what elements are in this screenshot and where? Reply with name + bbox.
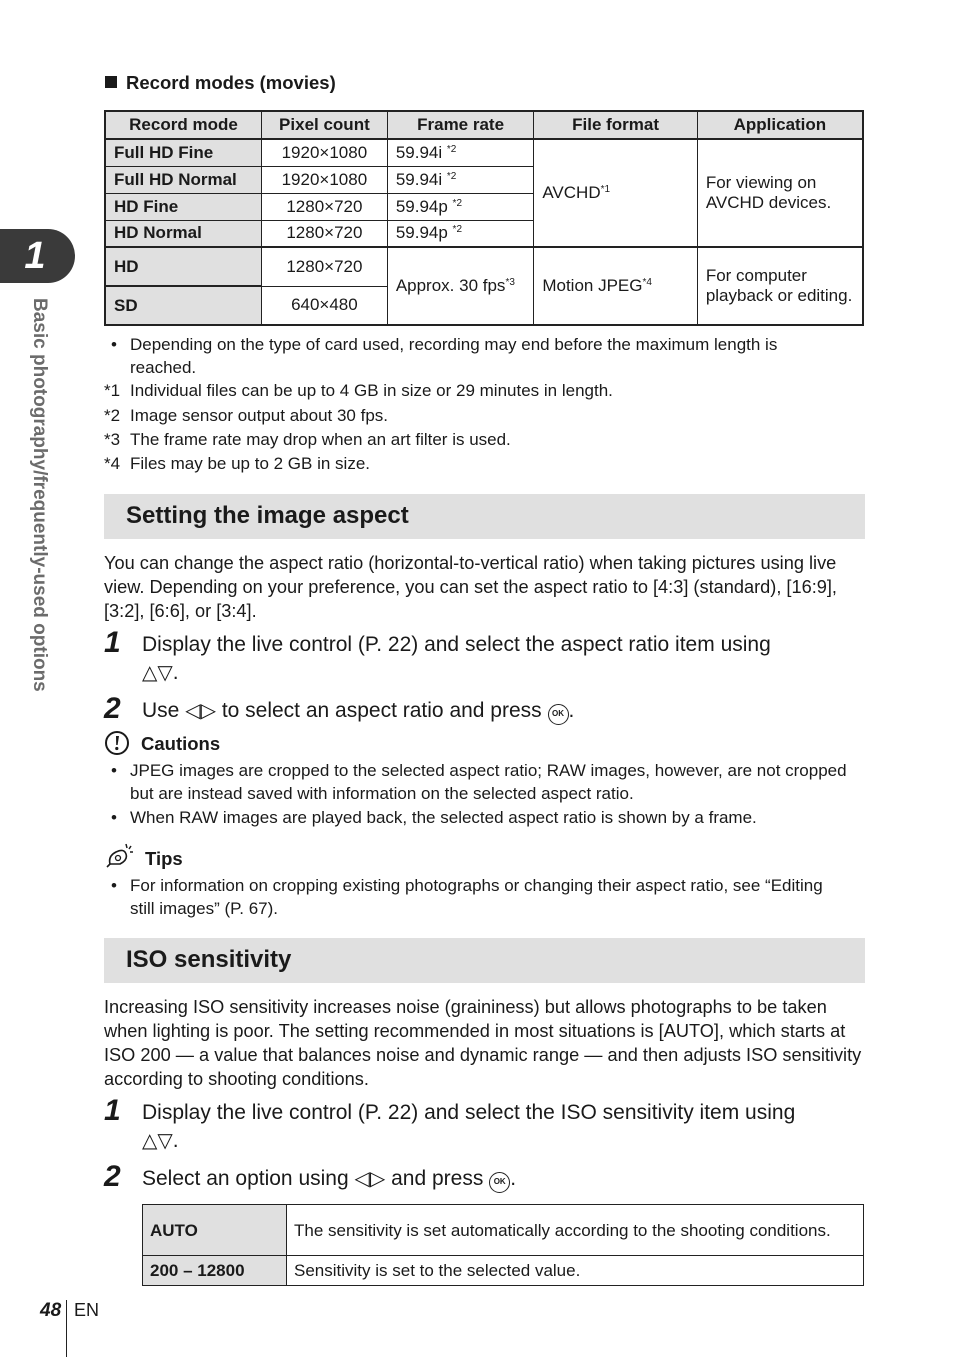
section-banner-aspect <box>104 494 865 539</box>
column-header: Application <box>697 111 863 139</box>
iso-step-2 <box>104 1160 864 1193</box>
record-modes-table <box>104 110 864 326</box>
option-key-cell: AUTO <box>143 1205 287 1256</box>
frame-rate-cell <box>387 166 534 193</box>
footnote <box>104 452 370 475</box>
list-item: • Depending on the type of card used, recording may end before the maximum length is reached. <box>104 333 844 379</box>
chapter-title: Basic photography/frequently-used options <box>29 298 50 692</box>
option-key-cell: 200 – 12800 <box>143 1256 287 1286</box>
table-row <box>143 1256 864 1286</box>
pixel-count-cell: 1920×1080 <box>261 166 387 193</box>
ok-button-icon: OK <box>489 1172 510 1193</box>
caution-text: JPEG images are cropped to the selected aspect ratio; RAW images, however, are not cropped but are instead saved with information on the selected aspect ratio. <box>130 761 847 803</box>
frame-rate-cell <box>387 247 534 325</box>
up-down-arrows-icon: △▽ <box>142 1130 173 1152</box>
iso-intro: Increasing ISO sensitivity increases noise (graininess) but allows photographs to be taken when lighting is poor. The setting recommended in most situations is [AUTO], which starts at ISO 200 — a value that balances noise and dynamic range — and then adjusts ISO sensitivity according to shooting conditions. <box>104 997 862 1089</box>
frame-rate-value: 59.94p <box>395 196 448 216</box>
pixel-count-cell: 1280×720 <box>261 193 387 220</box>
left-right-arrows-icon: ◁▷ <box>354 1168 386 1190</box>
iso-options-table <box>142 1204 864 1286</box>
file-format-value: Motion JPEG <box>542 276 643 295</box>
period: . <box>568 699 575 722</box>
frame-rate-value: 59.94i <box>395 169 443 189</box>
caution-text: When RAW images are played back, the selected aspect ratio is shown by a frame. <box>130 808 757 827</box>
page-language: EN <box>74 1300 100 1320</box>
pixel-count-cell: 1280×720 <box>261 247 387 286</box>
footnote-mark: *4 <box>104 454 121 473</box>
file-format-cell <box>534 139 697 247</box>
step-text: to select an aspect ratio and press <box>221 699 542 722</box>
footnote-ref: *2 <box>452 197 462 209</box>
square-bullet-icon <box>105 76 117 88</box>
table-row <box>105 247 863 286</box>
list-item: • When RAW images are played back, the selected aspect ratio is shown by a frame. <box>104 806 844 829</box>
footnote-text: Image sensor output about 30 fps. <box>130 406 389 425</box>
caution-icon <box>104 730 130 756</box>
footnote <box>104 404 388 427</box>
record-mode-cell: Full HD Normal <box>105 166 261 193</box>
footer-divider <box>66 1300 67 1357</box>
table-header-row <box>105 111 863 139</box>
footnote-ref: *2 <box>452 224 462 236</box>
list-item: • JPEG images are cropped to the selected aspect ratio; RAW images, however, are not cropped but are instead saved with information on the selected aspect ratio. <box>104 759 849 805</box>
step-text: Display the live control (P. 22) and select the aspect ratio item using <box>142 633 771 656</box>
footnote-mark: *2 <box>104 406 121 425</box>
footnote-ref: *4 <box>642 277 652 288</box>
tip-text: For information on cropping existing photographs or changing their aspect ratio, see “Editing still images” (P. 67). <box>130 876 823 918</box>
footnote <box>104 379 613 402</box>
record-mode-cell: HD Fine <box>105 193 261 220</box>
iso-step-1 <box>104 1094 864 1155</box>
tips-heading: Tips <box>145 848 183 869</box>
aspect-step-1 <box>104 626 864 687</box>
ok-button-icon: OK <box>548 704 569 725</box>
footnote-text: The frame rate may drop when an art filter is used. <box>130 430 511 449</box>
step-number: 2 <box>104 1160 121 1193</box>
left-right-arrows-icon: ◁▷ <box>185 700 216 722</box>
record-mode-cell: SD <box>105 286 261 325</box>
period: . <box>172 661 179 684</box>
pixel-count-cell: 1920×1080 <box>261 139 387 166</box>
footnote-ref: *1 <box>600 184 611 195</box>
column-header: Frame rate <box>387 111 534 139</box>
aspect-intro: You can change the aspect ratio (horizontal-to-vertical ratio) when taking pictures using live view. Depending on your preference, you can set the aspect ratio to [4:3] (standard), [16:9], [3:2], [6:6], or [3:4]. <box>104 553 837 621</box>
footnote-mark: *3 <box>104 430 121 449</box>
frame-rate-cell <box>387 193 534 220</box>
record-modes-heading <box>105 72 336 94</box>
tips-icon <box>104 840 138 870</box>
step-number: 2 <box>104 692 121 725</box>
page-number: 48 <box>40 1300 62 1321</box>
option-desc-cell: The sensitivity is set automatically according to the shooting conditions. <box>287 1205 864 1256</box>
list-item: • For information on cropping existing photographs or changing their aspect ratio, see “Editing still images” (P. 67). <box>111 876 823 918</box>
frame-rate-value: Approx. 30 fps <box>395 276 506 295</box>
record-modes-heading-text: Record modes (movies) <box>126 72 336 93</box>
footnote-text: Files may be up to 2 GB in size. <box>130 454 370 473</box>
step-text: Select an option using <box>142 1167 349 1190</box>
frame-rate-cell <box>387 139 534 166</box>
footnote-mark: *1 <box>104 381 121 400</box>
step-text: Use <box>142 699 180 722</box>
section-banner-iso <box>104 938 865 983</box>
file-format-cell <box>534 247 697 325</box>
period: . <box>510 1167 517 1190</box>
up-down-arrows-icon: △▽ <box>142 662 173 684</box>
application-cell: For computer playback or editing. <box>697 247 863 325</box>
footnote <box>104 428 511 451</box>
step-number: 1 <box>104 1094 121 1127</box>
frame-rate-value: 59.94p <box>395 223 448 243</box>
option-desc-cell: Sensitivity is set to the selected value. <box>287 1256 864 1286</box>
column-header: Record mode <box>105 111 261 139</box>
note-text: Depending on the type of card used, recording may end before the maximum length is reached. <box>130 335 778 377</box>
file-format-value: AVCHD <box>542 183 601 202</box>
record-mode-cell: HD <box>105 247 261 286</box>
chapter-number: 1 <box>24 235 46 277</box>
record-mode-cell: HD Normal <box>105 220 261 247</box>
footnote-text: Individual files can be up to 4 GB in size or 29 minutes in length. <box>130 381 613 400</box>
footnote-ref: *3 <box>505 277 515 288</box>
step-number: 1 <box>104 626 121 659</box>
table-row <box>143 1205 864 1256</box>
pixel-count-cell: 1280×720 <box>261 220 387 247</box>
column-header: Pixel count <box>261 111 387 139</box>
frame-rate-value: 59.94i <box>395 142 443 162</box>
step-text: Display the live control (P. 22) and select the ISO sensitivity item using <box>142 1101 796 1124</box>
section-title: Setting the image aspect <box>126 502 409 529</box>
footnote-ref: *2 <box>446 170 457 182</box>
table-row <box>105 139 863 166</box>
column-header: File format <box>534 111 697 139</box>
aspect-step-2 <box>104 692 864 725</box>
period: . <box>172 1129 179 1152</box>
section-title: ISO sensitivity <box>126 946 292 973</box>
footnote-ref: *2 <box>446 143 457 155</box>
step-text: and press <box>391 1167 484 1190</box>
frame-rate-cell <box>387 220 534 247</box>
record-mode-cell: Full HD Fine <box>105 139 261 166</box>
application-cell: For viewing on AVCHD devices. <box>697 139 863 247</box>
cautions-heading: Cautions <box>141 733 221 754</box>
pixel-count-cell: 640×480 <box>261 286 387 325</box>
